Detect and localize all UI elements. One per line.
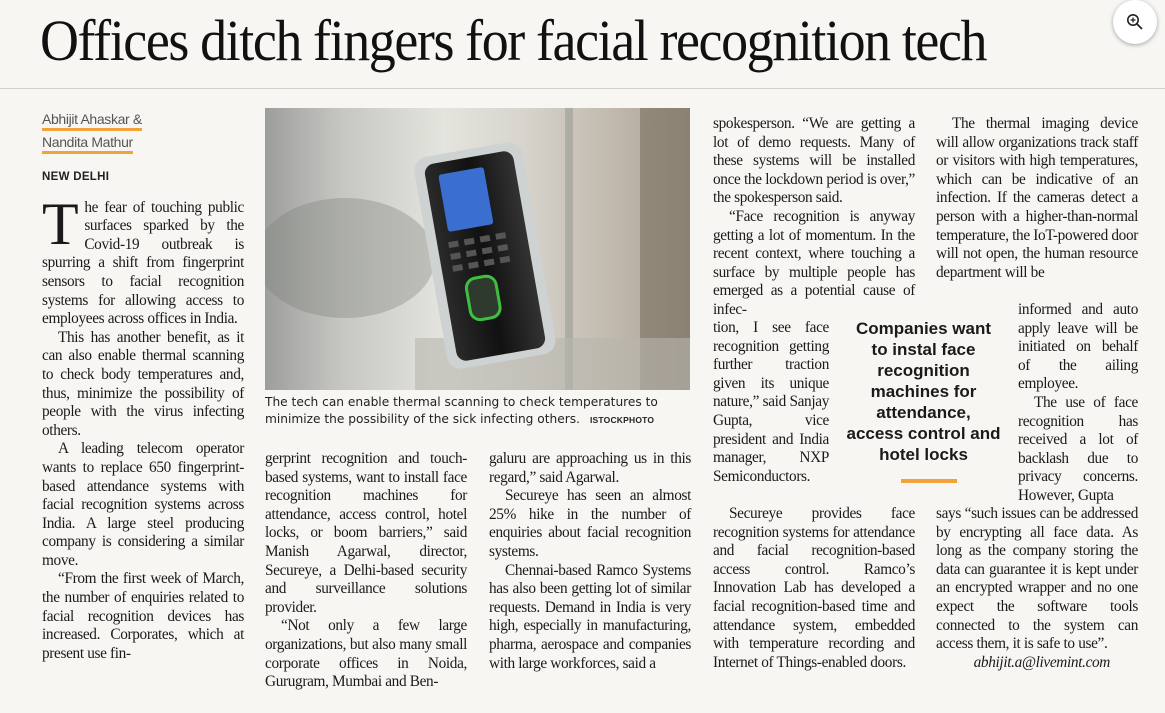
headline: Offices ditch fingers for facial recognition tech xyxy=(40,8,987,73)
column-4-top xyxy=(713,115,915,320)
column-5-wrap xyxy=(1018,301,1138,506)
lead-text: he fear of touching public surfaces sparked by the Covid-19 outbreak is spurring a shift from fingerprint sensors to facial recognition systems for allowing access to employees across offices in India. xyxy=(42,198,244,328)
zoom-button[interactable] xyxy=(1113,0,1157,44)
byline xyxy=(42,108,244,154)
column-4-bottom xyxy=(713,505,915,672)
paragraph: This has another benefit, as it can also enable thermal scanning to check body temperatures and, thus, minimize the possibility of people with the virus infecting others. xyxy=(42,328,244,439)
paragraph: A leading telecom operator wants to replace 650 fingerprint-based attendance systems with facial recognition systems across India. A large steel producing company is considering a similar move. xyxy=(42,440,244,569)
paragraph: says “such issues can be addressed by encrypting all face data. As long as the company storing the data can guarantee it is kept under an encrypted wrapper and no one expect the software tools connected to the system can access them, it is safe to use”. xyxy=(936,505,1138,653)
pull-quote: Companies want to instal face recognition machines for attendance, access control and hotel locks xyxy=(846,319,1001,464)
paragraph: tion, I see face recognition getting further traction given its unique nature,” said Sanjay Gupta, vice president and India manager, NXP Semiconductors. xyxy=(713,319,829,485)
headline-rule xyxy=(0,88,1165,89)
paragraph: spokesperson. “We are getting a lot of demo requests. Many of these systems will be installed once the lockdown period is over,” the spokesperson said. xyxy=(713,115,915,207)
author-2: Nandita Mathur xyxy=(42,133,133,154)
paragraph: Secureye has seen an almost 25% hike in the number of enquiries about facial recognition systems. xyxy=(489,487,691,560)
paragraph: The thermal imaging device will allow organizations track staff or visitors with high temperatures, which can be indicative of an infection. If the cameras detect a person with a higher-than-normal temperature, the IoT-powered door will not open, the human resource department will be xyxy=(936,115,1138,281)
column-4-wrap xyxy=(713,319,829,486)
photo-credit: ISTOCKPHOTO xyxy=(589,415,655,425)
paragraph: galuru are approaching us in this regard,” said Agarwal. xyxy=(489,450,691,486)
facial-recognition-device-image xyxy=(265,108,690,390)
column-5-bottom xyxy=(936,505,1138,672)
photo-caption xyxy=(265,394,695,429)
column-1 xyxy=(42,108,244,663)
paragraph: “From the first week of March, the number of enquiries related to facial recognition devices has increased. Corporates, which at present use fin- xyxy=(42,570,244,662)
paragraph: “Face recognition is anyway getting a lot of momentum. In the recent context, where touching a surface by multiple people has emerged as a potential cause of infec- xyxy=(713,207,915,318)
drop-cap: T xyxy=(42,190,79,257)
zoom-in-icon xyxy=(1126,13,1144,31)
caption-text: The tech can enable thermal scanning to check temperatures to minimize the possibility of the sick infecting others. xyxy=(265,395,658,426)
paragraph: “Not only a few large organizations, but also many small corporate offices in Noida, Gurugram, Mumbai and Ben- xyxy=(265,617,467,691)
author-1: Abhijit Ahaskar & xyxy=(42,110,142,131)
column-2 xyxy=(265,450,467,692)
paragraph: Chennai-based Ramco Systems has also been getting lot of similar requests. Demand in India is very high, especially in manufacturing, pharma, aerospace and companies with large workforces, said a xyxy=(489,561,691,672)
article-photo xyxy=(265,108,690,390)
pull-quote-accent xyxy=(901,479,957,483)
column-5-top xyxy=(936,115,1138,282)
paragraph: informed and auto apply leave will be initiated on behalf of the ailing employee. xyxy=(1018,301,1138,393)
paragraph xyxy=(42,190,244,329)
paragraph: gerprint recognition and touch-based systems, want to install face recognition machines for attendance, access control, hotel locks, or boom barriers,” said Manish Agarwal, director, Secureye, a Delhi-based security and surveillance solutions provider. xyxy=(265,450,467,616)
dateline: NEW DELHI xyxy=(42,171,110,183)
column-3 xyxy=(489,450,691,673)
paragraph: Secureye provides face recognition systems for attendance and facial recognition-based access control. Ramco’s Innovation Lab has developed a facial recognition-based time and attendance system, embedded with temperature recording and Internet of Things-enabled doors. xyxy=(713,505,915,671)
author-email[interactable]: abhijit.a@livemint.com xyxy=(973,653,1110,671)
paragraph: The use of face recognition has received a lot of backlash due to privacy concerns. However, Gupta xyxy=(1018,393,1138,504)
